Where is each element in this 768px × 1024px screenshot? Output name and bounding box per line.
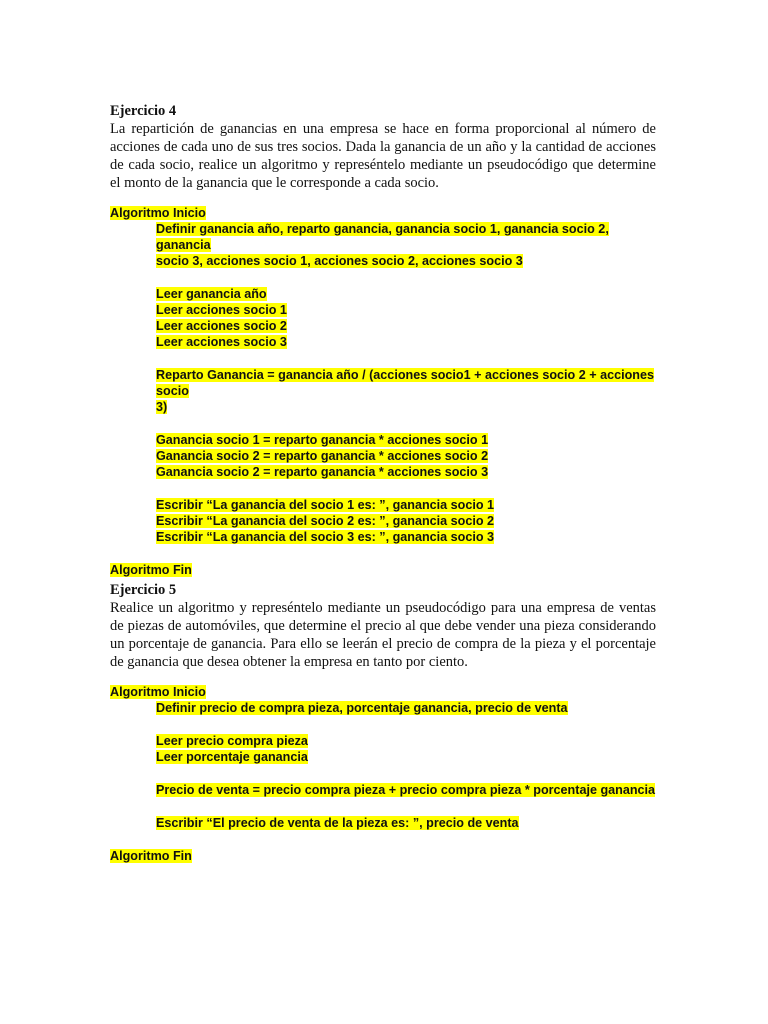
algorithm-body [110,700,656,831]
read-line: Leer ganancia año [156,287,267,301]
read-line: Leer acciones socio 1 [156,303,287,317]
exercise-4-section [110,102,656,192]
algorithm-start-label: Algoritmo Inicio [110,685,206,699]
reparto-line-continued: 3) [156,400,168,414]
escribir-line: Escribir “La ganancia del socio 2 es: ”, ganancia socio 2 [156,514,495,528]
algorithm-body [110,221,656,545]
exercise-5-statement: Realice un algoritmo y represéntelo mediante un pseudocódigo para una empresa de ventas de piezas de automóviles, que determine el precio al que debe vender una pieza considerando un porcentaje de ganancia. Para ello se leerán el precio de compra de la pieza y el porcentaje de ganancia que desea obtener la empresa en tanto por ciento. [110,600,656,670]
exercise-5-section [110,581,656,671]
ganancia-line: Ganancia socio 1 = reparto ganancia * acciones socio 1 [156,433,489,447]
ganancia-line: Ganancia socio 2 = reparto ganancia * acciones socio 3 [156,465,489,479]
exercise-5-title: Ejercicio 5 [110,582,177,598]
write-line: Escribir “El precio de venta de la pieza es: ”, precio de venta [156,816,519,830]
escribir-line: Escribir “La ganancia del socio 3 es: ”, ganancia socio 3 [156,530,495,544]
read-line: Leer acciones socio 2 [156,319,287,333]
read-line: Leer precio compra pieza [156,734,308,748]
exercise-4-algorithm [110,205,656,578]
calc-line: Precio de venta = precio compra pieza + precio compra pieza * porcentaje ganancia [156,783,656,797]
algorithm-end-label: Algoritmo Fin [110,849,192,863]
define-line-continued: socio 3, acciones socio 1, acciones socio 2, acciones socio 3 [156,254,523,268]
reparto-line: Reparto Ganancia = ganancia año / (acciones socio1 + acciones socio 2 + acciones socio [156,368,655,398]
define-line: Definir ganancia año, reparto ganancia, ganancia socio 1, ganancia socio 2, ganancia [156,222,609,252]
exercise-5-algorithm [110,684,656,864]
escribir-line: Escribir “La ganancia del socio 1 es: ”, ganancia socio 1 [156,498,495,512]
exercise-4-statement: La repartición de ganancias en una empresa se hace en forma proporcional al número de acciones de cada uno de sus tres socios. Dada la ganancia de un año y la cantidad de acciones de cada socio, realice un algoritmo y represéntelo mediante un pseudocódigo que determine el monto de la ganancia que le corresponde a cada socio. [110,121,656,191]
algorithm-end-label: Algoritmo Fin [110,563,192,577]
exercise-4-title: Ejercicio 4 [110,103,177,119]
define-line: Definir precio de compra pieza, porcentaje ganancia, precio de venta [156,701,568,715]
read-line: Leer porcentaje ganancia [156,750,308,764]
read-line: Leer acciones socio 3 [156,335,287,349]
ganancia-line: Ganancia socio 2 = reparto ganancia * acciones socio 2 [156,449,489,463]
algorithm-start-label: Algoritmo Inicio [110,206,206,220]
